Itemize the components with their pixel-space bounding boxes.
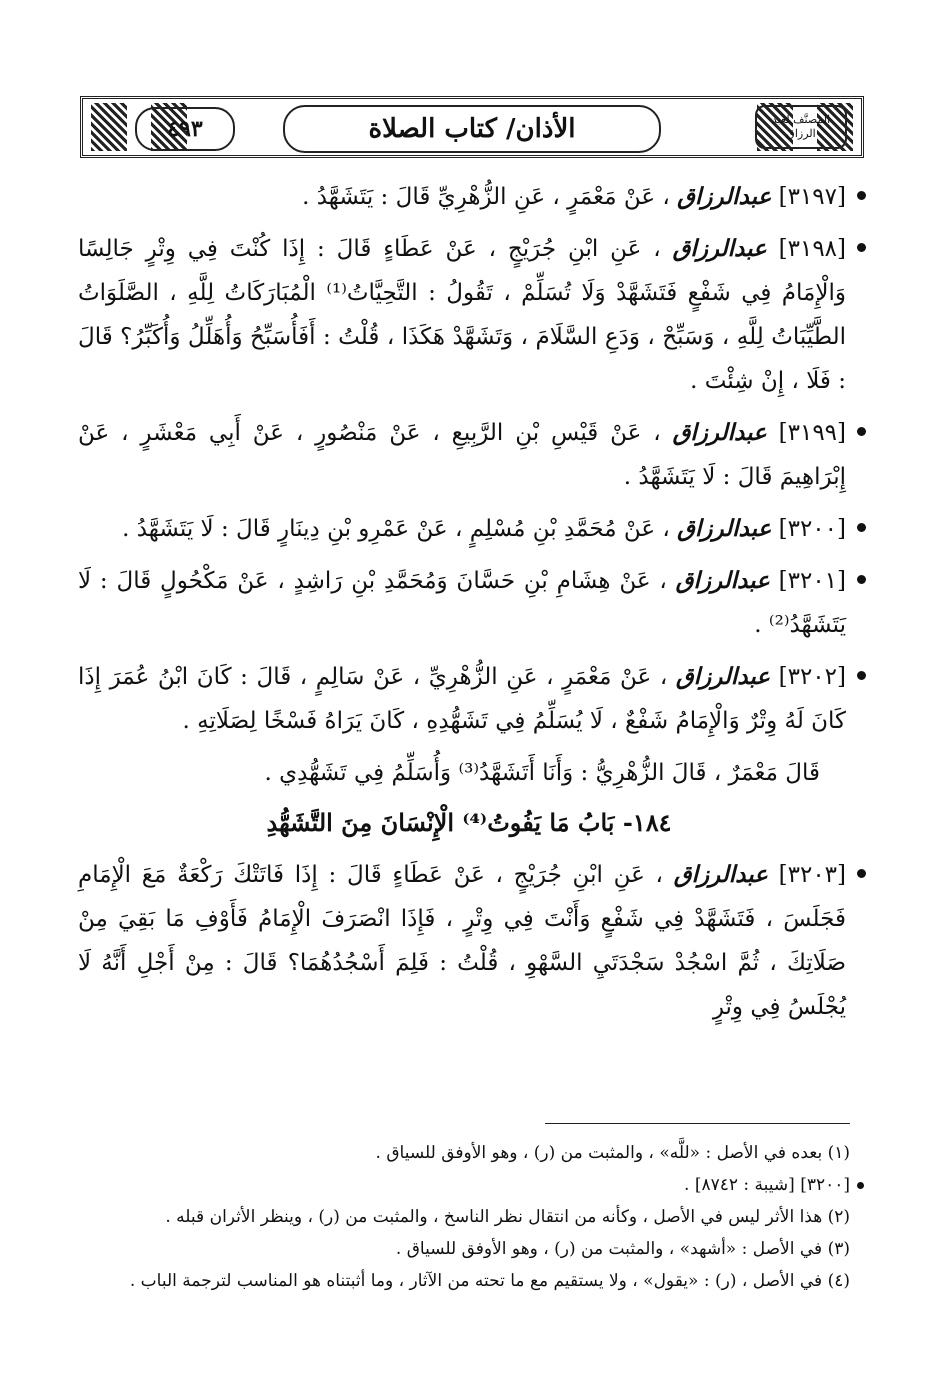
narrator: عبدالرزاق	[675, 567, 770, 594]
hadith-entry	[78, 175, 860, 219]
commentary-line: قَالَ مَعْمَرٌ ، قَالَ الزُّهْرِيُّ : وَأَنَا أَتَشَهَّدُ⁽³⁾ وَأُسَلِّمُ فِي تَشَهُّدِي .	[264, 760, 820, 786]
hadith-text: ، عَنْ مَعْمَرٍ ، عَنِ الزُّهْرِيِّ قَالَ : يَتَشَهَّدُ .	[302, 184, 670, 210]
bullet-icon	[857, 1182, 864, 1189]
footnotes	[78, 1137, 860, 1297]
hadith-number: [٣٢٠١]	[778, 568, 847, 594]
page-header	[80, 96, 864, 158]
footnote-divider	[545, 1123, 850, 1124]
hadith-text: ، عَنْ هِشَامِ بْنِ حَسَّانَ وَمُحَمَّدِ بْنِ رَاشِدٍ ، عَنْ مَكْحُولٍ قَالَ : لَا يَتَشَهَّدُ⁽²⁾ .	[78, 568, 846, 638]
hadith-number: [٣٢٠٣]	[778, 862, 847, 888]
narrator: عبدالرزاق	[677, 183, 772, 210]
narrator: عبدالرزاق	[672, 419, 767, 446]
hadith-number: [٣١٩٩]	[778, 420, 847, 446]
narrator: عبدالرزاق	[673, 861, 768, 888]
hadith-text: ، عَنْ مَعْمَرٍ ، عَنِ الزُّهْرِيِّ ، عَنْ سَالِمٍ ، قَالَ : كَانَ ابْنُ عُمَرَ إِذَا كَانَ لَهُ وِتْرٌ وَالْإِمَامُ شَفْعٌ ، لَا يُسَلِّمُ فِي تَشَهُّدِهِ ، كَانَ يَرَاهُ فَسْخًا لِصَلَاتِهِ .	[78, 664, 846, 734]
narrator: عبدالرزاق	[672, 235, 767, 262]
hadith-number: [٣٢٠٠]	[778, 516, 846, 542]
hadith-entry	[78, 559, 860, 647]
footnote: (٤) في الأصل ، (ر) : «يقول» ، ولا يستقيم مع ما تحته من الآثار ، وما أثبتناه هو المناسب لترجمة الباب .	[129, 1271, 850, 1291]
hadith-number: [٣١٩٧]	[778, 184, 846, 210]
ornament	[91, 103, 127, 151]
hadith-text: ، عَنِ ابْنِ جُرَيْجٍ ، عَنْ عَطَاءٍ قَالَ : إِذَا فَاتَتْكَ رَكْعَةٌ مَعَ الْإِمَامِ فَجَلَسَ ، فَتَشَهَّدْ فِي شَفْعٍ وَأَنْتَ فِي وِتْرٍ ، فَإِذَا انْصَرَفَ الْإِمَامُ فَأَوْفِ مَا بَقِيَ مِنْ صَلَاتِكَ ، ثُمَّ اسْجُدْ سَجْدَتَيِ السَّهْوِ ، قُلْتُ : فَلِمَ أَسْجُدُهُمَا؟ قَالَ : مِنْ أَجْلِ أَنَّهُ لَا يُجْلَسُ فِي وِتْرٍ	[78, 862, 846, 1020]
book-logo: المصنَّف لعبد الرزاق	[755, 105, 847, 149]
main-text	[78, 175, 860, 1037]
footnote-reference	[78, 1169, 860, 1201]
footnote: (٣) في الأصل : «أشهد» ، والمثبت من (ر) ، وهو الأوفق للسياق .	[395, 1239, 850, 1259]
bullet-icon	[857, 243, 866, 252]
page-number: ٤٩٣	[135, 107, 235, 151]
hadith-number: [٣٢٠٢]	[778, 664, 846, 690]
bullet-icon	[857, 575, 866, 584]
hadith-entry	[78, 507, 860, 551]
footnote-text: [٣٢٠٠] [شيبة : ٨٧٤٢] .	[684, 1175, 850, 1195]
hadith-text: ، عَنْ قَيْسِ بْنِ الرَّبِيعِ ، عَنْ مَنْصُورٍ ، عَنْ أَبِي مَعْشَرٍ ، عَنْ إِبْرَاهِيمَ قَالَ : لَا يَتَشَهَّدُ .	[78, 420, 846, 490]
narrator: عبدالرزاق	[677, 515, 772, 542]
hadith-entry	[78, 227, 860, 403]
footnote: (١) بعده في الأصل : «للَّه» ، والمثبت من (ر) ، وهو الأوفق للسياق .	[375, 1143, 850, 1163]
hadith-text: ، عَنِ ابْنِ جُرَيْجٍ ، عَنْ عَطَاءٍ قَالَ : إِذَا كُنْتَ فِي وِتْرٍ جَالِسًا وَالْإِمَامُ فِي شَفْعٍ فَتَشَهَّدْ وَلَا تُسَلِّمْ ، تَقُولُ : التَّحِيَّاتُ⁽¹⁾ الْمُبَارَكَاتُ لِلَّهِ ، الصَّلَوَاتُ الطَّيِّبَاتُ لِلَّهِ ، وَسَبِّحْ ، وَدَعِ السَّلَامَ ، وَتَشَهَّدْ هَكَذَا ، قُلْتُ : أَفَأُسَبِّحُ وَأُهَلِّلُ وَأُكَبِّرُ؟ قَالَ : فَلَا ، إِنْ شِئْتَ .	[78, 236, 846, 394]
hadith-entry	[78, 411, 860, 499]
bullet-icon	[857, 869, 866, 878]
hadith-text: ، عَنْ مُحَمَّدِ بْنِ مُسْلِمٍ ، عَنْ عَمْرِو بْنِ دِينَارٍ قَالَ : لَا يَتَشَهَّدُ .	[122, 516, 670, 542]
hadith-number: [٣١٩٨]	[778, 236, 847, 262]
bullet-icon	[857, 191, 866, 200]
hadith-entry	[78, 655, 860, 743]
bullet-icon	[857, 427, 866, 436]
bullet-icon	[857, 671, 866, 680]
page-title: الأذان/ كتاب الصلاة	[283, 105, 661, 153]
hadith-entry	[78, 853, 860, 1029]
chapter-heading: ١٨٤- بَابُ مَا يَفُوتُ⁽⁴⁾ الْإِنْسَانَ مِنَ التَّشَهُّدِ	[266, 808, 672, 837]
footnote: (٢) هذا الأثر ليس في الأصل ، وكأنه من انتقال نظر الناسخ ، والمثبت من (ر) ، وينظر الأثران قبله .	[165, 1207, 850, 1227]
narrator: عبدالرزاق	[675, 663, 771, 690]
bullet-icon	[857, 523, 866, 532]
